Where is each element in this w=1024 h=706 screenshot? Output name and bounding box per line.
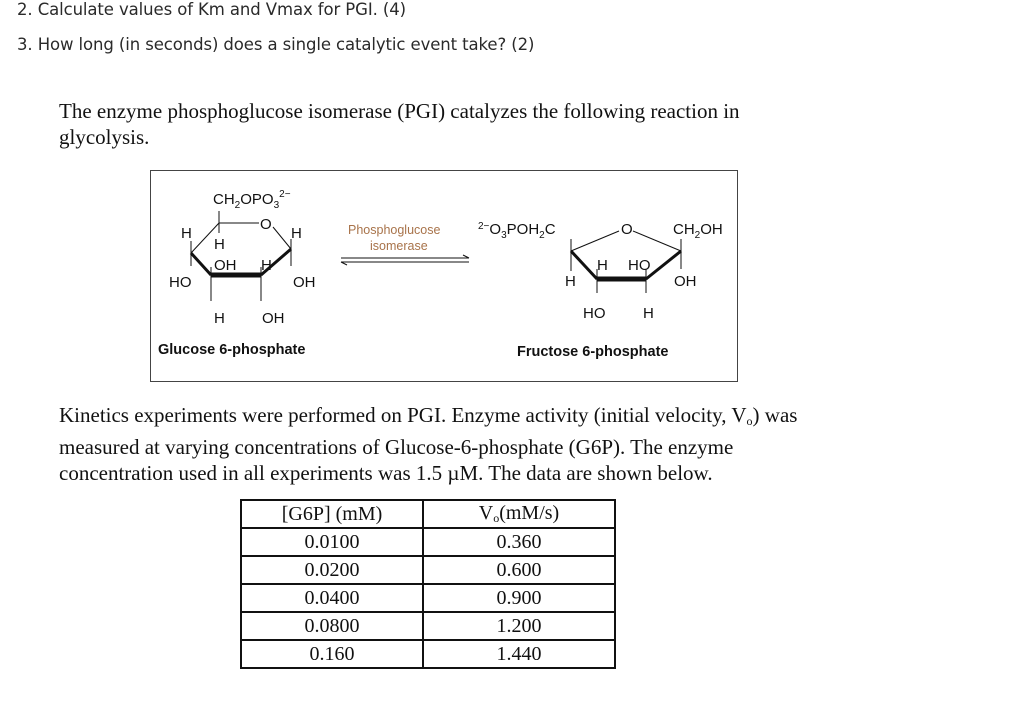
kinetics-line-1-text: Kinetics experiments were performed on PGI. Enzyme activity (initial velocity, V (59, 403, 747, 427)
f6p-oh-c2: OH (674, 273, 697, 290)
kinetics-paragraph (59, 402, 919, 486)
question-3: 3. How long (in seconds) does a single catalytic event take? (2) (17, 35, 535, 54)
cell-v0: 0.900 (423, 584, 615, 612)
reactant-caption: Glucose 6-phosphate (158, 342, 306, 358)
product-caption: Fructose 6-phosphate (517, 344, 669, 360)
question-2: 2. Calculate values of Km and Vmax for PGI. (4) (17, 0, 406, 19)
header-initial-velocity (423, 500, 615, 528)
kinetics-line-1 (59, 402, 919, 434)
kinetics-line-3: concentration used in all experiments was 1.5 µM. The data are shown below. (59, 461, 713, 485)
cell-g6p: 0.0800 (241, 612, 423, 640)
velocity-subscript: o (746, 414, 753, 428)
fructose-6-phosphate-structure (478, 221, 723, 360)
cell-v0: 1.200 (423, 612, 615, 640)
cell-g6p: 0.0400 (241, 584, 423, 612)
reaction-diagram (151, 171, 737, 381)
glucose-6-phosphate-structure (158, 189, 316, 358)
intro-line-1: The enzyme phosphoglucose isomerase (PGI) catalyzes the following reaction in (59, 99, 740, 123)
cell-v0: 1.440 (423, 640, 615, 668)
g6p-oh-c2-down: OH (262, 310, 285, 327)
f6p-ho-c3-up: HO (628, 257, 651, 274)
header-v-subscript: o (493, 511, 500, 525)
f6p-right-group: $CH_2OH$ (673, 221, 723, 241)
table-row (241, 556, 615, 584)
header-v-units: (mM/s) (499, 502, 560, 524)
g6p-h-c5-left: H (181, 225, 192, 242)
table-row (241, 528, 615, 556)
g6p-h-c2-up: H (261, 257, 272, 274)
cell-g6p: 0.0100 (241, 528, 423, 556)
kinetics-line-2: measured at varying concentrations of Glucose-6-phosphate (G6P). The enzyme (59, 435, 734, 459)
kinetics-data-table (240, 499, 616, 669)
cell-v0: 0.360 (423, 528, 615, 556)
header-g6p-concentration: [G6P] (mM) (241, 500, 423, 528)
intro-paragraph (59, 98, 859, 150)
cell-g6p: 0.160 (241, 640, 423, 668)
enzyme-label-line-1: Phosphoglucose (348, 223, 441, 237)
g6p-ring-oxygen: O (260, 216, 272, 233)
g6p-oh-c1: OH (293, 274, 316, 291)
f6p-left-group: $^{2-}O_3POH_2C$ (478, 221, 556, 241)
f6p-h-c3-down: H (643, 305, 654, 322)
reaction-figure (150, 170, 738, 382)
g6p-ho-c4: HO (169, 274, 192, 291)
table-header-row (241, 500, 615, 528)
f6p-h-c5: H (565, 273, 576, 290)
intro-line-2: glycolysis. (59, 125, 150, 149)
enzyme-label-line-2: isomerase (370, 239, 428, 253)
f6p-ring-oxygen: O (621, 221, 633, 238)
kinetics-line-1-end: ) was (752, 403, 798, 427)
table-row (241, 612, 615, 640)
g6p-h-c3-down: H (214, 310, 225, 327)
reaction-arrow (341, 223, 469, 265)
f6p-h-c4-up: H (597, 257, 608, 274)
g6p-top-group: $CH_2OPO_3^{2-}$ (213, 189, 291, 211)
header-v: V (478, 502, 494, 524)
g6p-oh-c3-up: OH (214, 257, 237, 274)
f6p-ho-c4-down: HO (583, 305, 606, 322)
table-row (241, 640, 615, 668)
table-row (241, 584, 615, 612)
g6p-h-c1: H (291, 225, 302, 242)
cell-v0: 0.600 (423, 556, 615, 584)
cell-g6p: 0.0200 (241, 556, 423, 584)
g6p-h-c5: H (214, 236, 225, 253)
